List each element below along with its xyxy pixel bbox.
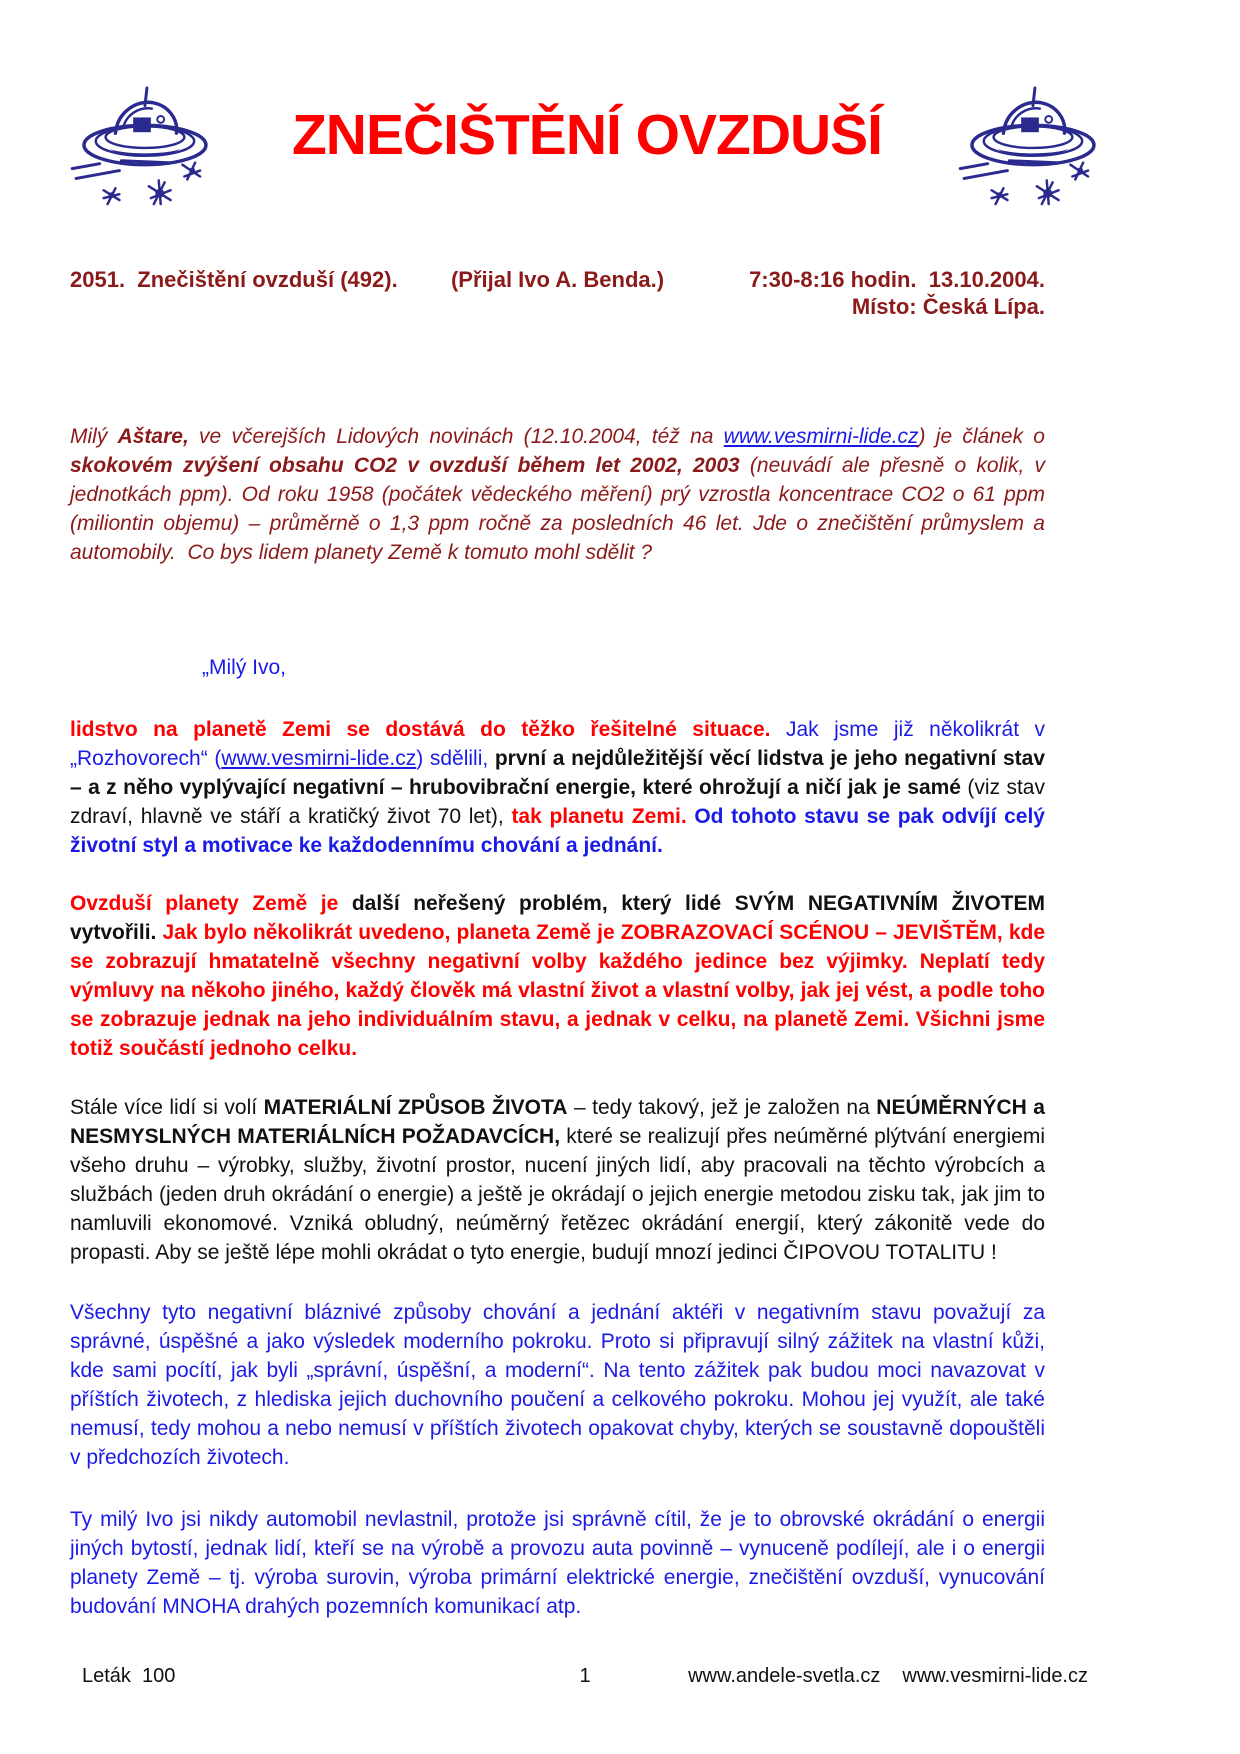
text-segment: – tedy takový, jež je založen na (567, 1096, 877, 1119)
text-segment: další neřešený problém, který lidé SVÝM NEGATIVNÍM ŽIVOTEM vytvořili. (70, 892, 1045, 944)
text-segment: lidstvo na planetě Zemi se dostává do těžko řešitelné situace. (70, 718, 786, 741)
text-segment: první a nejdůležitější věcí lidstva je jeho negativní stav – a z něho vyplývající negativní – hrubovibrační energie, které ohrožují a ničí jak je samé (70, 747, 1045, 799)
received-by: (Přijal Ivo A. Benda.) (450, 267, 665, 292)
page-number: 1 (579, 1665, 591, 1687)
text-segment: Ovzduší planety Země je (70, 892, 352, 915)
text-segment: skokovém zvýšení obsahu CO2 v ovzduší během let 2002, 2003 (70, 454, 740, 477)
footer (82, 1665, 1088, 1688)
text-segment: ) sdělili, (416, 747, 495, 770)
text-segment: Jak jsme již několikrát v „Rozhovorech“ ( (70, 718, 1045, 770)
page-title: ZNEČIŠTĚNÍ OVZDUŠÍ (291, 103, 883, 167)
text-segment: Stále více lidí si volí (70, 1096, 264, 1119)
ufo-icon-left (64, 84, 222, 206)
place: Místo: Česká Lípa. (851, 294, 1045, 319)
text-segment: (viz stav zdraví, hlavně ve stáří a kratičký život 70 let), (70, 776, 1045, 828)
text-segment: Od tohoto stavu se pak odvíjí celý životní styl a motivace ke každodennímu chování a jednání. (70, 805, 1045, 857)
paragraph-1 (70, 715, 1045, 860)
text-segment: tak planetu Zemi. (511, 805, 695, 828)
paragraph-4: Všechny tyto negativní bláznivé způsoby chování a jednání aktéři v negativním stavu považují za správné, úspěšné a jako výsledek moderního pokroku. Proto si připravují silný zážitek na vlastní kůži, kde sami pocítí, jak byli „správní, úspěšní, a moderní“. Na tento zážitek pak budou moci navazovat v příštích životech, z hlediska jejich duchovního poučení a celkového pokroku. Mohou jej využít, ale také nemusí, tedy mohou a nebo nemusí v příštích životech opakovat chyby, kterých se soustavně dopouštěli v předchozích životech. (70, 1301, 1045, 1469)
meta-block (70, 266, 1045, 320)
leaflet-number: Leták 100 (82, 1665, 176, 1687)
text-segment: Milý (70, 425, 118, 448)
andele-svetla-url: www.andele-svetla.cz (688, 1665, 881, 1687)
text-segment: Aštare, (117, 425, 189, 448)
time-date: 7:30-8:16 hodin. 13.10.2004. (749, 267, 1045, 292)
text-segment: MATERIÁLNÍ ZPŮSOB ŽIVOTA (263, 1096, 568, 1119)
text-segment: ) je článek o (918, 425, 1045, 448)
vesmirni-lide-link[interactable]: www.vesmirni-lide.cz (723, 425, 919, 448)
ufo-icon-right (952, 84, 1110, 206)
paragraph-5: Ty milý Ivo jsi nikdy automobil nevlastnil, protože jsi správně cítil, že je to obrovské okrádání o energii jiných bytostí, jednak lidí, kteří se na výrobě a provozu auta povinně – vynuceně podílejí, ale i o energii planety Země – tj. výroba surovin, výroba primární elektrické energie, znečištění ovzduší, vynucování budování MNOHA drahých pozemních komunikací atp. (70, 1508, 1045, 1618)
text-segment: (neuvádí ale přesně o kolik, v jednotkách ppm). Od roku 1958 (počátek vědeckého měření) prý vzrostla koncentrace CO2 o 61 ppm (miliontin objemu) – průměrně o 1,3 ppm ročně za posledních 46 let. Jde o znečištění průmyslem a automobily. Co bys lidem planety Země k tomuto mohl sdělit ? (70, 454, 1045, 564)
document-body (70, 422, 1045, 1650)
vesmirni-lide-link[interactable]: www.vesmirni-lide.cz (221, 747, 417, 770)
salutation: „Milý Ivo, (202, 656, 286, 679)
paragraph-3 (70, 1093, 1045, 1267)
text-segment: Jak bylo několikrát uvedeno, planeta Země je ZOBRAZOVACÍ SCÉNOU – JEVIŠTĚM, kde se zobrazují hmatatelně všechny negativní volby každého jedince bez výjimky. Neplatí tedy výmluvy na někoho jiného, každý člověk má vlastní život a vlastní volby, jak jej vést, a podle toho se zobrazuje jednak na jeho individuálním stavu, a jednak v celku, na planetě Zemi. Všichni jsme totiž součástí jednoho celku. (70, 921, 1046, 1060)
text-segment: NEÚMĚRNÝCH a NESMYSLNÝCH MATERIÁLNÍCH POŽADAVCÍCH, (70, 1096, 1045, 1148)
paragraph-intro (70, 422, 1045, 567)
paragraph-2 (70, 889, 1045, 1063)
text-segment: ve včerejších Lidových novinách (12.10.2004, též na (188, 425, 724, 448)
footer-urls (591, 1665, 1088, 1688)
vesmirni-lide-url: www.vesmirni-lide.cz (902, 1665, 1088, 1687)
header (64, 84, 1110, 206)
entry-number-title: 2051. Znečištění ovzduší (492). (70, 267, 398, 292)
text-segment: které se realizují přes neúměrné plýtvání energiemi všeho druhu – výrobky, služby, životní prostor, nucení jiných lidí, aby pracovali na těchto výrobcích a službách (jeden druh okrádání o energie) a ještě je okrádají o jejich energie metodou zisku tak, jak jim to namluvili ekonomové. Vzniká obludný, neúměrný řetězec okrádání energií, který zákonitě vede do propasti. Aby se ještě lépe mohli okrádat o tyto energie, budují mnozí jedinci ČIPOVOU TOTALITU ! (70, 1125, 1045, 1264)
